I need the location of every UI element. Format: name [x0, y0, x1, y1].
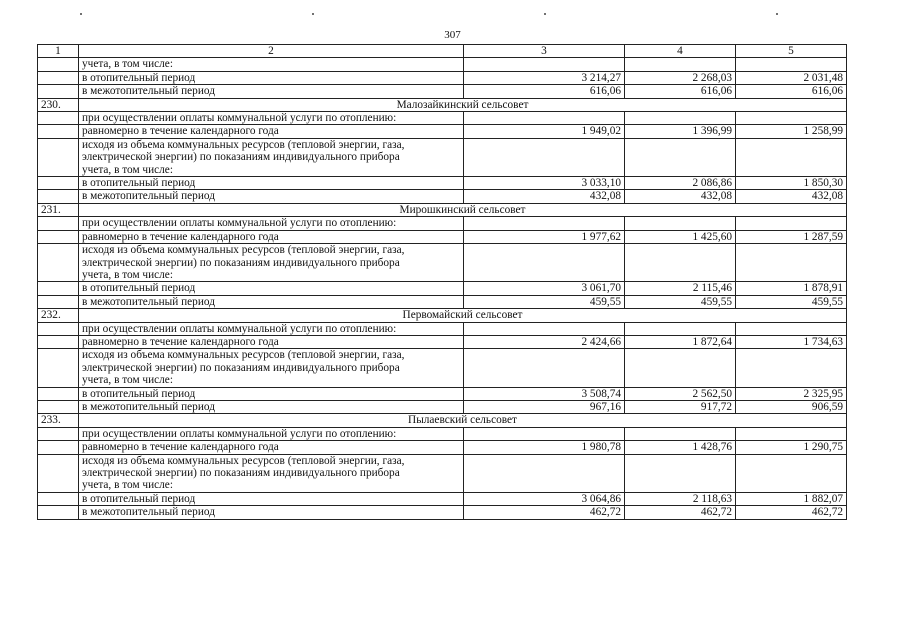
- row-label-line: электрической энергии) по показаниям индивидуального прибора: [82, 256, 400, 269]
- value-cell: 1 290,75: [736, 441, 847, 454]
- index-cell: [38, 492, 79, 505]
- value-cell: 1 872,64: [625, 335, 736, 348]
- value-cell: 1 882,07: [736, 492, 847, 505]
- value-cell: [464, 217, 625, 230]
- index-cell: [38, 125, 79, 138]
- row-label-line: учета, в том числе:: [82, 479, 173, 492]
- row-label: при осуществлении оплаты коммунальной услуги по отоплению:: [79, 112, 464, 125]
- row-label: равномерно в течение календарного года: [79, 125, 464, 138]
- index-cell: [38, 138, 79, 176]
- index-cell: [38, 387, 79, 400]
- section-title: Малозайкинский сельсовет: [79, 98, 847, 111]
- value-cell: [625, 217, 736, 230]
- index-cell: [38, 322, 79, 335]
- table-row: [38, 387, 847, 400]
- table-row: [38, 58, 847, 71]
- value-cell: 462,72: [464, 506, 625, 519]
- table-row: [38, 295, 847, 308]
- section-title: Первомайский сельсовет: [79, 309, 847, 322]
- scan-dot: [544, 13, 546, 15]
- table-row: [38, 322, 847, 335]
- row-label: учета, в том числе:: [79, 58, 464, 71]
- section-title: Мирошкинский сельсовет: [79, 203, 847, 216]
- table-row: [38, 190, 847, 203]
- value-cell: 462,72: [625, 506, 736, 519]
- value-cell: 432,08: [625, 190, 736, 203]
- index-cell: [38, 244, 79, 282]
- index-cell: [38, 190, 79, 203]
- index-cell: [38, 349, 79, 387]
- page-number: 307: [444, 29, 461, 41]
- row-label: в межотопительный период: [79, 506, 464, 519]
- value-cell: [464, 58, 625, 71]
- table-row: [38, 85, 847, 98]
- section-heading-row: [38, 309, 847, 322]
- value-cell: 3 033,10: [464, 177, 625, 190]
- section-heading-row: [38, 203, 847, 216]
- header-cell: 3: [464, 45, 625, 58]
- table-row: [38, 427, 847, 440]
- table-row: [38, 282, 847, 295]
- table-row: [38, 506, 847, 519]
- row-label: при осуществлении оплаты коммунальной услуги по отоплению:: [79, 217, 464, 230]
- row-label: равномерно в течение календарного года: [79, 441, 464, 454]
- table-row: [38, 112, 847, 125]
- row-label: в отопительный период: [79, 177, 464, 190]
- index-cell: [38, 71, 79, 84]
- value-cell: 2 268,03: [625, 71, 736, 84]
- value-cell: [736, 244, 847, 282]
- value-cell: 3 064,86: [464, 492, 625, 505]
- row-label: в межотопительный период: [79, 295, 464, 308]
- row-label-line: учета, в том числе:: [82, 163, 173, 176]
- table-row: [38, 400, 847, 413]
- section-index: 231.: [38, 203, 79, 216]
- value-cell: [736, 112, 847, 125]
- row-label-multiline: [79, 244, 464, 282]
- table-row: [38, 349, 847, 387]
- value-cell: 967,16: [464, 400, 625, 413]
- index-cell: [38, 335, 79, 348]
- value-cell: 616,06: [464, 85, 625, 98]
- value-cell: 2 325,95: [736, 387, 847, 400]
- table-row: [38, 441, 847, 454]
- table-row: [38, 217, 847, 230]
- index-cell: [38, 295, 79, 308]
- table-row: [38, 244, 847, 282]
- row-label: при осуществлении оплаты коммунальной услуги по отоплению:: [79, 427, 464, 440]
- section-index: 230.: [38, 98, 79, 111]
- value-cell: 1 425,60: [625, 230, 736, 243]
- table-body: [38, 45, 847, 520]
- value-cell: [736, 138, 847, 176]
- index-cell: [38, 282, 79, 295]
- value-cell: [625, 454, 736, 492]
- table-row: [38, 177, 847, 190]
- value-cell: 1 287,59: [736, 230, 847, 243]
- table-row: [38, 454, 847, 492]
- row-label-multiline: [79, 454, 464, 492]
- header-cell: 5: [736, 45, 847, 58]
- index-cell: [38, 427, 79, 440]
- section-heading-row: [38, 98, 847, 111]
- header-cell: 1: [38, 45, 79, 58]
- value-cell: 906,59: [736, 400, 847, 413]
- scan-dot: [312, 13, 314, 15]
- value-cell: 459,55: [736, 295, 847, 308]
- value-cell: 2 424,66: [464, 335, 625, 348]
- table-row: [38, 492, 847, 505]
- value-cell: [736, 454, 847, 492]
- row-label: в отопительный период: [79, 282, 464, 295]
- value-cell: [625, 322, 736, 335]
- index-cell: [38, 230, 79, 243]
- table-row: [38, 138, 847, 176]
- value-cell: 432,08: [736, 190, 847, 203]
- value-cell: 459,55: [464, 295, 625, 308]
- row-label-line: электрической энергии) по показаниям индивидуального прибора: [82, 467, 400, 479]
- value-cell: [464, 349, 625, 387]
- row-label: при осуществлении оплаты коммунальной услуги по отоплению:: [79, 322, 464, 335]
- row-label: в отопительный период: [79, 71, 464, 84]
- section-heading-row: [38, 414, 847, 427]
- value-cell: [625, 138, 736, 176]
- value-cell: 3 061,70: [464, 282, 625, 295]
- row-label-line: исходя из объема коммунальных ресурсов (тепловой энергии, газа,: [82, 454, 405, 467]
- value-cell: [736, 58, 847, 71]
- row-label-multiline: [79, 138, 464, 176]
- value-cell: [464, 112, 625, 125]
- index-cell: [38, 217, 79, 230]
- value-cell: [625, 244, 736, 282]
- value-cell: 616,06: [625, 85, 736, 98]
- value-cell: [736, 427, 847, 440]
- row-label-line: исходя из объема коммунальных ресурсов (тепловой энергии, газа,: [82, 138, 405, 151]
- value-cell: 917,72: [625, 400, 736, 413]
- index-cell: [38, 506, 79, 519]
- value-cell: 3 508,74: [464, 387, 625, 400]
- value-cell: [464, 244, 625, 282]
- table-row: [38, 71, 847, 84]
- value-cell: [464, 427, 625, 440]
- scan-dot: [80, 13, 82, 15]
- value-cell: 1 258,99: [736, 125, 847, 138]
- index-cell: [38, 441, 79, 454]
- row-label-line: электрической энергии) по показаниям индивидуального прибора: [82, 151, 400, 164]
- value-cell: 2 115,46: [625, 282, 736, 295]
- index-cell: [38, 112, 79, 125]
- value-cell: 2 118,63: [625, 492, 736, 505]
- value-cell: 459,55: [625, 295, 736, 308]
- row-label: в отопительный период: [79, 387, 464, 400]
- row-label-line: учета, в том числе:: [82, 374, 173, 387]
- section-index: 233.: [38, 414, 79, 427]
- row-label: в межотопительный период: [79, 400, 464, 413]
- row-label: равномерно в течение календарного года: [79, 230, 464, 243]
- value-cell: 1 734,63: [736, 335, 847, 348]
- value-cell: 2 086,86: [625, 177, 736, 190]
- header-cell: 4: [625, 45, 736, 58]
- value-cell: [625, 427, 736, 440]
- value-cell: 1 850,30: [736, 177, 847, 190]
- value-cell: 616,06: [736, 85, 847, 98]
- value-cell: [464, 322, 625, 335]
- value-cell: [625, 112, 736, 125]
- value-cell: 1 396,99: [625, 125, 736, 138]
- value-cell: 3 214,27: [464, 71, 625, 84]
- value-cell: [464, 138, 625, 176]
- value-cell: 1 980,78: [464, 441, 625, 454]
- row-label-multiline: [79, 349, 464, 387]
- table-row: [38, 230, 847, 243]
- value-cell: 1 428,76: [625, 441, 736, 454]
- row-label-line: электрической энергии) по показаниям индивидуального прибора: [82, 361, 400, 374]
- value-cell: 432,08: [464, 190, 625, 203]
- header-row: [38, 45, 847, 58]
- value-cell: [736, 322, 847, 335]
- row-label-line: исходя из объема коммунальных ресурсов (тепловой энергии, газа,: [82, 244, 405, 257]
- table-row: [38, 125, 847, 138]
- section-title: Пылаевский сельсовет: [79, 414, 847, 427]
- index-cell: [38, 177, 79, 190]
- row-label: в межотопительный период: [79, 190, 464, 203]
- index-cell: [38, 85, 79, 98]
- value-cell: [625, 58, 736, 71]
- value-cell: 1 878,91: [736, 282, 847, 295]
- value-cell: [736, 217, 847, 230]
- value-cell: 2 031,48: [736, 71, 847, 84]
- value-cell: 1 949,02: [464, 125, 625, 138]
- index-cell: [38, 58, 79, 71]
- value-cell: [464, 454, 625, 492]
- value-cell: 2 562,50: [625, 387, 736, 400]
- row-label-line: исходя из объема коммунальных ресурсов (тепловой энергии, газа,: [82, 349, 405, 362]
- scan-dot: [776, 13, 778, 15]
- value-cell: [625, 349, 736, 387]
- section-index: 232.: [38, 309, 79, 322]
- tariff-table: [37, 44, 847, 520]
- index-cell: [38, 454, 79, 492]
- index-cell: [38, 400, 79, 413]
- row-label: в межотопительный период: [79, 85, 464, 98]
- row-label-line: учета, в том числе:: [82, 268, 173, 281]
- value-cell: [736, 349, 847, 387]
- row-label: в отопительный период: [79, 492, 464, 505]
- table-row: [38, 335, 847, 348]
- row-label: равномерно в течение календарного года: [79, 335, 464, 348]
- value-cell: 462,72: [736, 506, 847, 519]
- value-cell: 1 977,62: [464, 230, 625, 243]
- header-cell: 2: [79, 45, 464, 58]
